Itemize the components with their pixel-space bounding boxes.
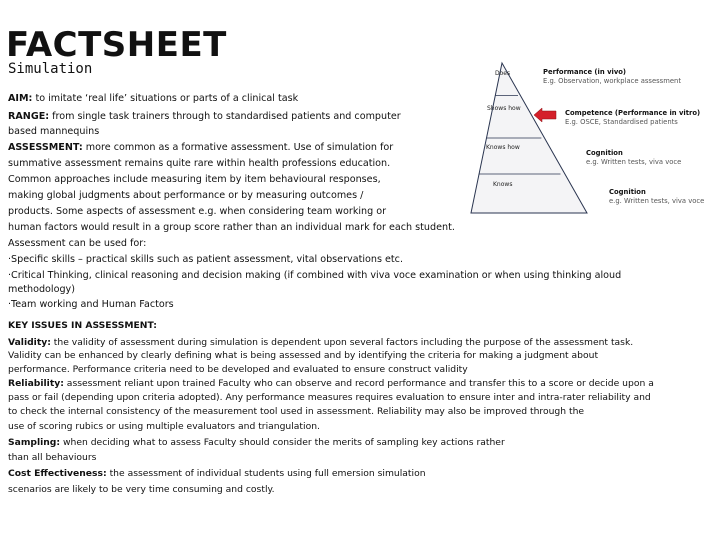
annotation-heading: Performance (in vivo) — [543, 68, 627, 76]
pyramid-level-knows-how: Knows how — [486, 144, 520, 151]
assessment-line — [8, 140, 393, 155]
use-item-critical-thinking: ·Critical Thinking, clinical reasoning and decision making (if combined with viva voce examination or when using thinking aloud — [8, 270, 622, 281]
pyramid-annotation-competence — [565, 109, 700, 127]
assessment-line-4: making global judgments about performance or by measuring outcomes / — [8, 190, 364, 201]
pyramid-level-does: Does — [495, 70, 511, 77]
range-text: from single task trainers through to standardised patients and computer — [49, 111, 401, 122]
pyramid-annotation-cognition-2 — [609, 188, 704, 206]
aim-line — [8, 91, 298, 106]
validity-line-3: performance. Performance criteria need to be developed and evaluated to ensure construct validity — [8, 364, 468, 375]
pyramid-level-shows-how: Shows how — [487, 105, 521, 112]
annotation-heading: Competence (Performance in vitro) — [565, 109, 701, 117]
range-line — [8, 109, 401, 124]
page-subtitle: Simulation — [8, 61, 93, 77]
annotation-sub: e.g. Written tests, viva voce — [586, 158, 682, 166]
pyramid-annotation-performance — [543, 68, 681, 86]
annotation-sub: E.g. OSCE, Standardised patients — [565, 118, 678, 126]
reliability-text: assessment reliant upon trained Faculty who can observe and record performance and transfer this to a score or decide upon a — [63, 378, 654, 389]
red-arrow — [534, 108, 556, 122]
range-line-2: based mannequins — [8, 126, 100, 137]
annotation-sub: e.g. Written tests, viva voce — [609, 197, 705, 205]
cost-label: Cost Effectiveness: — [8, 468, 107, 479]
sampling-label: Sampling: — [8, 437, 61, 448]
assessment-text: more common as a formative assessment. Use of simulation for — [82, 142, 394, 153]
range-label: RANGE: — [8, 111, 50, 122]
sampling-line-2: than all behaviours — [8, 452, 97, 463]
cost-line-2: scenarios are likely to be very time consuming and costly. — [8, 484, 275, 495]
use-item-team-working: ·Team working and Human Factors — [8, 299, 174, 310]
page-title: FACTSHEET — [6, 25, 227, 65]
pyramid-level-knows: Knows — [493, 181, 513, 188]
use-item-critical-thinking-cont: methodology) — [8, 284, 75, 295]
assessment-line-6: human factors would result in a group score rather than an individual mark for each student. — [8, 222, 455, 233]
sampling-line — [8, 436, 505, 450]
reliability-line-2: pass or fail (depending upon criteria adopted). Any performance measures requires evaluation to ensure inter and intra-rater reliability and — [8, 392, 651, 403]
assessment-line-3: Common approaches include measuring item by item behavioural responses, — [8, 174, 381, 185]
reliability-line-4: use of scoring rubics or using multiple evaluators and triangulation. — [8, 421, 320, 432]
assessment-line-5: products. Some aspects of assessment e.g. when considering team working or — [8, 206, 387, 217]
annotation-sub: E.g. Observation, workplace assessment — [543, 77, 681, 85]
assessment-label: ASSESSMENT: — [8, 142, 83, 153]
aim-text: to imitate ‘real life’ situations or parts of a clinical task — [32, 93, 299, 104]
reliability-line-3: to check the internal consistency of the measurement tool used in assessment. Reliability may also be improved through the — [8, 406, 585, 417]
use-item-specific-skills: ·Specific skills – practical skills such as patient assessment, vital observations etc. — [8, 254, 404, 265]
cost-line — [8, 467, 426, 481]
sampling-text: when deciding what to assess Faculty should consider the merits of sampling key actions rather — [60, 437, 505, 448]
key-issues-heading-text: KEY ISSUES IN ASSESSMENT: — [8, 320, 157, 331]
annotation-heading: Cognition — [609, 188, 646, 196]
reliability-line — [8, 377, 654, 391]
cost-text: the assessment of individual students using full emersion simulation — [106, 468, 426, 479]
validity-text: the validity of assessment during simulation is dependent upon several factors including the purpose of the assessment task. — [50, 337, 634, 348]
pyramid-annotation-cognition-1 — [586, 149, 681, 167]
assessment-line-2: summative assessment remains quite rare within health professions education. — [8, 158, 391, 169]
reliability-label: Reliability: — [8, 378, 64, 389]
key-issues-heading — [8, 319, 157, 333]
annotation-heading: Cognition — [586, 149, 623, 157]
uses-heading: Assessment can be used for: — [8, 238, 147, 249]
aim-label: AIM: — [8, 93, 33, 104]
validity-line-2: Validity can be enhanced by clearly defining what is being assessed and by identifying the criteria for making a judgment about — [8, 350, 599, 361]
validity-label: Validity: — [8, 337, 51, 348]
